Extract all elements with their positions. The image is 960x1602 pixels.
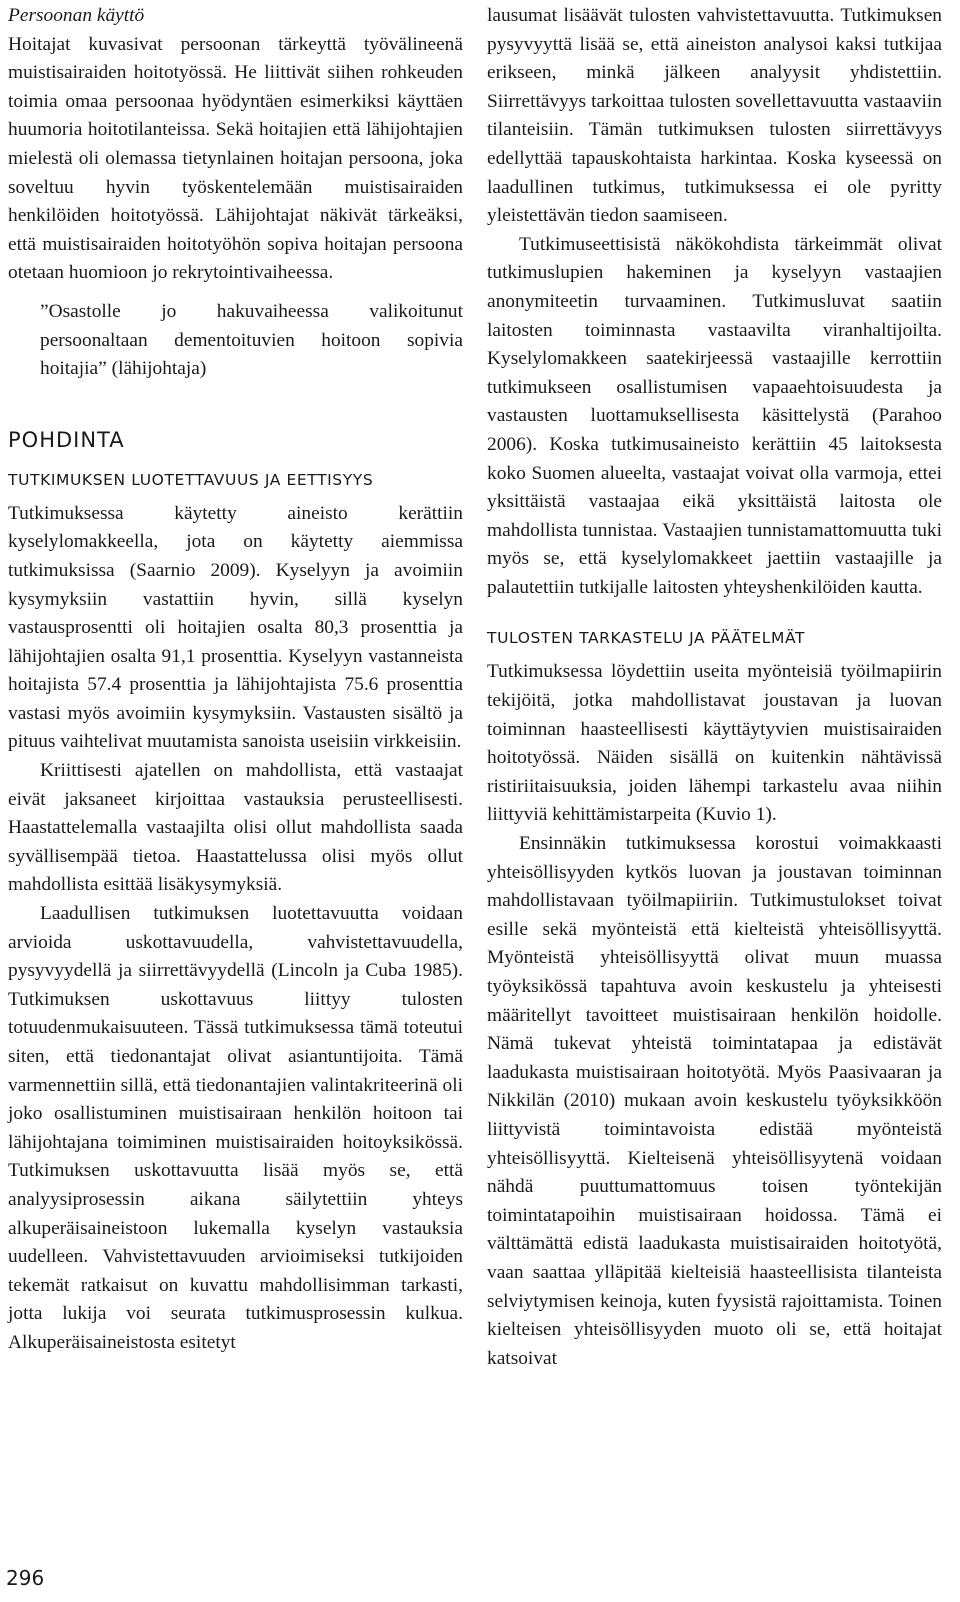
- right-column: [487, 2, 942, 1373]
- section-heading-pohdinta: POHDINTA: [8, 427, 125, 452]
- paragraph: Tutkimuseettisistä näkökohdista tärkeimmät olivat tutkimuslupien hakeminen ja kyselyyn vastaajien anonymiteetin turvaaminen. Tutkimusluvat saatiin laitosten toiminnasta vastaavilta viranhaltijoilta. Kyselylomakkeen saatekirjeessä vastaajille kerrottiin tutkimukseen osallistumisen vapaaehtoisuudesta ja vastausten luottamuksellisesta käsittelystä (Parahoo 2006). Koska tutkimusaineisto kerättiin 45 laitoksesta koko Suomen alueelta, vastaajat voivat olla varmoja, ettei yksittäistä vastaajaa eikä yksittäistä laitosta ole mahdollista tunnistaa. Vastaajien tunnistamattomuutta tuki myös se, että kyselylomakkeet jaettiin vastaajille ja palautettiin tutkijalle laitosten yhteyshenkilöiden kautta.: [487, 233, 942, 598]
- paragraph: Tutkimuksessa käytetty aineisto kerättiin kyselylomakkeella, jota on käytetty aiemmissa tutkimuksissa (Saarnio 2009). Kyselyyn ja avoimiin kysymyksiin vastattiin hyvin, sillä kyselyn vastausprosentti oli hoitajien osalta 80,3 prosenttia ja lähijohtajien osalta 91,1 prosenttia. Kyselyyn vastanneista hoitajista 57.4 prosenttia ja lähijohtajista 75.6 prosenttia vastasi myös avoimiin kysymyksiin. Vastausten sisältö ja pituus vaihtelivat muutamista sanoista useisiin virkkeisiin.: [8, 502, 463, 753]
- paragraph: Hoitajat kuvasivat persoonan tärkeyttä työvälineenä muistisairaiden hoitotyössä. He liittivät siihen rohkeuden toimia omaa persoonaa hyödyntäen esimerkiksi käyttäen huumoria hoitotilanteissa. Sekä hoitajien että lähijohtajien mielestä oli olemassa tietynlainen hoitajan persoona, joka soveltuu hyvin työskentelemään muistisairaiden henkilöiden hoitotyössä. Lähijohtajat näkivät tärkeäksi, että muistisairaiden hoitotyöhön sopiva hoitajan persoona otetaan huomioon jo rekrytointivaiheessa.: [8, 33, 463, 284]
- subheading-persoonan-kaytto: Persoonan käyttö: [8, 5, 145, 26]
- paragraph: Laadullisen tutkimuksen luotettavuutta voidaan arvioida uskottavuudella, vahvistettavuudella, pysyvyydellä ja siirrettävyydellä (Lincoln ja Cuba 1985). Tutkimuksen uskottavuus liittyy tulosten totuudenmukaisuuteen. Tässä tutkimuksessa tämä toteutui siten, että tiedonantajat olivat asiantuntijoita. Tämä varmennettiin sillä, että tiedonantajien valintakriteerinä oli joko osallistuminen muistisairaan henkilön hoitoon tai lähijohtajana toimiminen muistisairaiden hoitoyksikössä. Tutkimuksen uskottavuutta lisää myös se, että analyysiprosessin aikana säilytettiin yhteys alkuperäisaineistoon lukemalla kyselyn vastauksia uudelleen. Vahvistettavuuden arvioimiseksi tutkijoiden tekemät ratkaisut on kuvattu mahdollisimman tarkasti, jotta lukija voi seurata tutkimusprosessin kulkua. Alkuperäisaineistosta esitetyt: [8, 903, 463, 1353]
- page-number: 296: [6, 1566, 45, 1590]
- block-quote: ”Osastolle jo hakuvaiheessa valikoitunut persoonaltaan dementoituvien hoitoon sopivia hoitajia” (lähijohtaja): [40, 300, 463, 380]
- left-column: [8, 2, 463, 1358]
- subsection-heading-luotettavuus: TUTKIMUKSEN LUOTETTAVUUS JA EETTISYYS: [8, 470, 374, 489]
- paragraph: Tutkimuksessa löydettiin useita myönteisiä työilmapiirin tekijöitä, jotka mahdollistavat joustavan ja luovan toiminnan haasteellisesti käyttäytyvien muistisairaiden hoitotyössä. Näiden sisällä on kuitenkin nähtävissä ristiriitaisuuksia, joiden lähempi tarkastelu avaa niihin liittyviä kehittämistarpeita (Kuvio 1).: [487, 661, 942, 826]
- paragraph: Ensinnäkin tutkimuksessa korostui voimakkaasti yhteisöllisyyden kytkös luovan ja joustavan toiminnan mahdollistavaan työilmapiiriin. Tutkimustulokset toivat esille sekä myönteistä että kielteistä yhteisöllisyyttä. Myönteistä yhteisöllisyyttä olivat muun muassa työyksikössä tapahtuva avoin keskustelu ja yhteisesti määritellyt tavoitteet muistisairaan henkilön hoidolle. Nämä tukevat yhteistä toimintatapaa ja edistävät laadukasta muistisairaan hoitotyötä. Myös Paasivaaran ja Nikkilän (2010) mukaan avoin keskustelu työyksikköön liittyvistä toimintavoista edistää myönteistä yhteisöllisyyttä. Kielteisenä yhteisöllisyytenä voidaan nähdä puuttumattomuus toisen työntekijän toimintatapoihin muistisairaan hoidossa. Tämä ei välttämättä edistä laadukasta muistisairaiden hoitotyötä, vaan saattaa ylläpitää kielteisiä haasteellisista tilanteista selviytymisen keinoja, kuten fyysistä rajoittamista. Toinen kielteisen yhteisöllisyyden muoto oli se, että hoitajat katsoivat: [487, 833, 942, 1369]
- subsection-heading-tarkastelu: TULOSTEN TARKASTELU JA PÄÄTELMÄT: [487, 629, 806, 648]
- paragraph: Kriittisesti ajatellen on mahdollista, että vastaajat eivät jaksaneet kirjoittaa vastauksia perusteellisesti. Haastattelemalla vastaajilta olisi ollut mahdollista saada syvällisempää tietoa. Haastattelussa olisi myös ollut mahdollista esittää lisäkysymyksiä.: [8, 760, 463, 896]
- paragraph: lausumat lisäävät tulosten vahvistettavuutta. Tutkimuksen pysyvyyttä lisää se, että aineiston analysoi kaksi tutkijaa erikseen, minkä jälkeen analyysit yhdistettiin. Siirrettävyys tarkoittaa tulosten sovellettavuutta vastaaviin tilanteisiin. Tämän tutkimuksen tulosten siirrettävyys edellyttää tapauskohtaista harkintaa. Koska kyseessä on laadullinen tutkimus, tutkimuksessa ei ole pyritty yleistettävän tiedon saamiseen.: [487, 5, 942, 227]
